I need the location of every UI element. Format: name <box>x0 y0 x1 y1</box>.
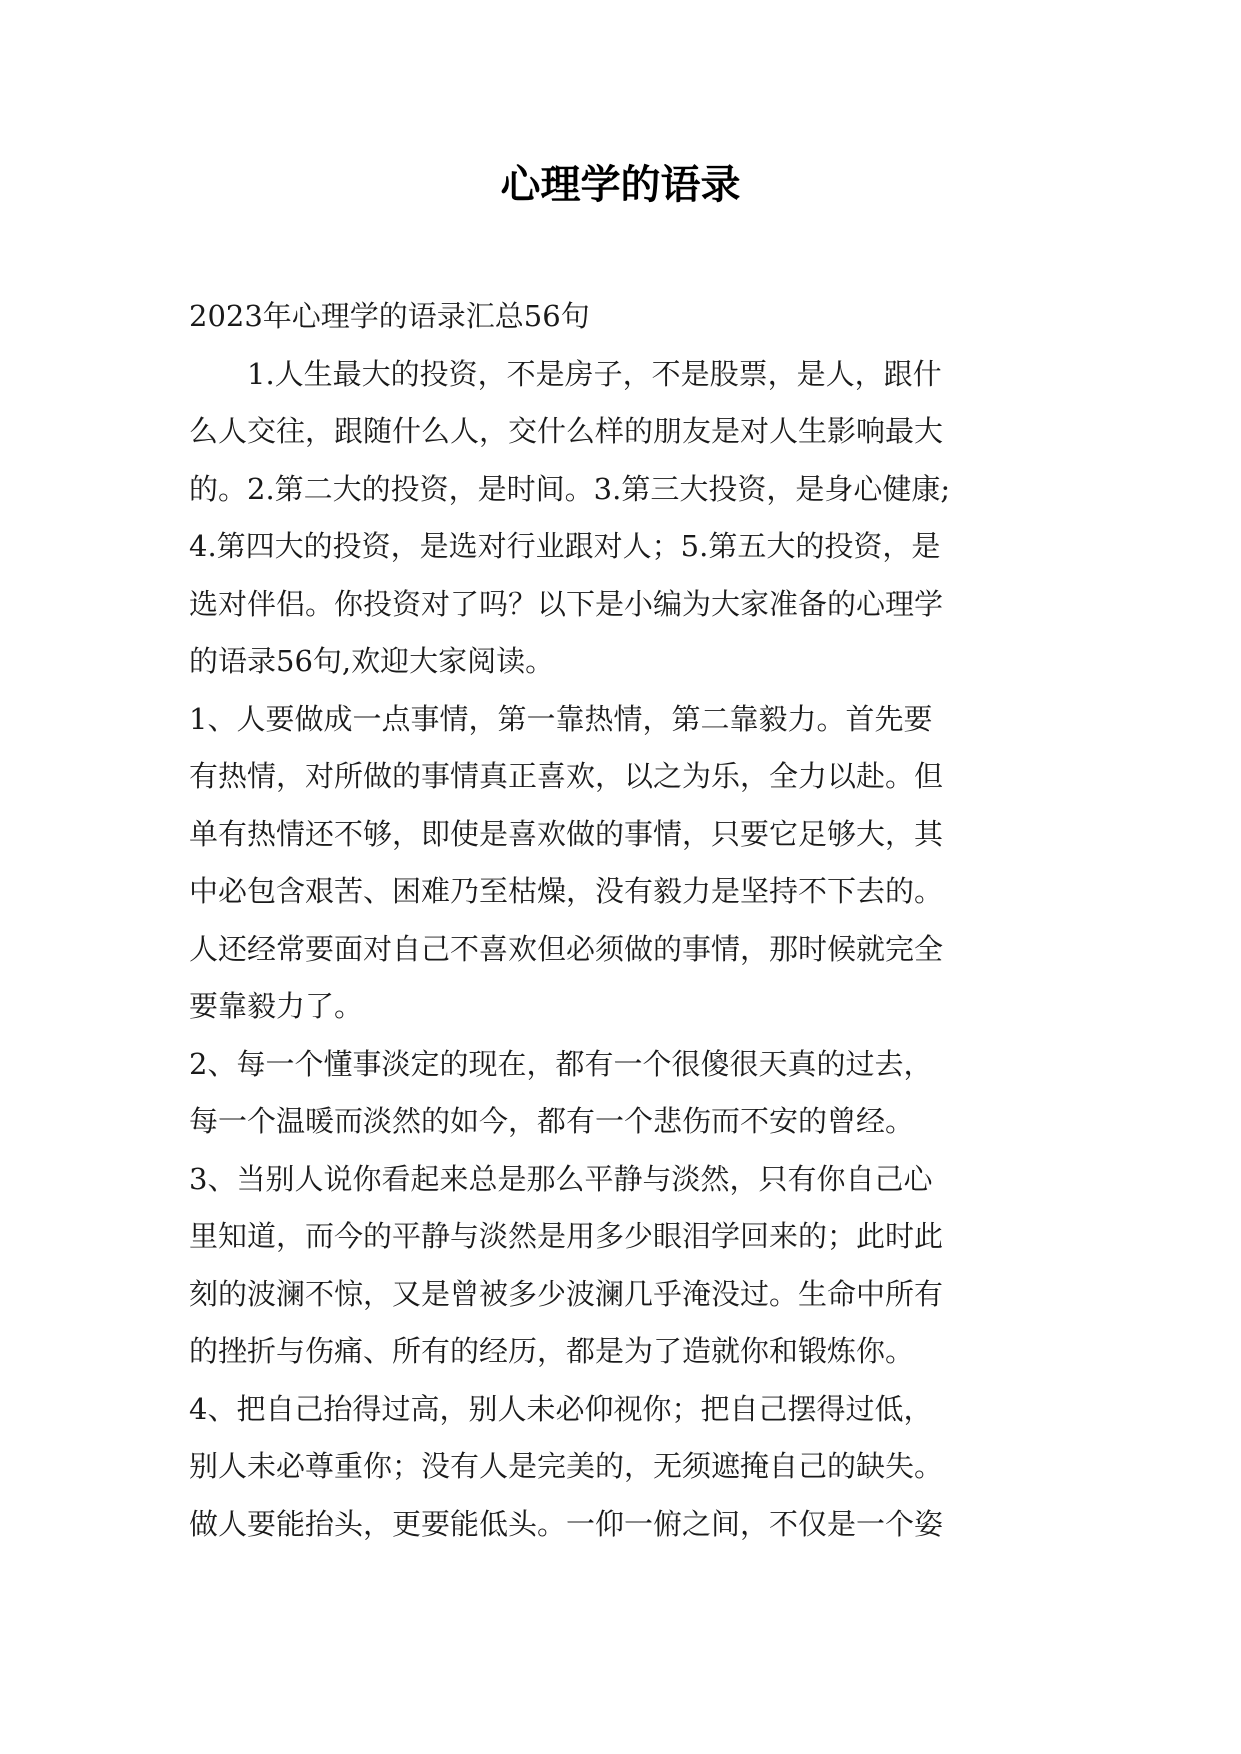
quote-line: 中必包含艰苦、困难乃至枯燥，没有毅力是坚持不下去的。 <box>189 874 944 908</box>
quote-line: 做人要能抬头，更要能低头。一仰一俯之间，不仅是一个姿 <box>189 1506 944 1541</box>
intro-paragraph <box>189 346 1061 691</box>
quote-paragraph-3 <box>189 1151 1061 1381</box>
document-body <box>189 288 1061 1553</box>
document-title: 心理学的语录 <box>500 161 741 208</box>
quote-line: 要靠毅力了。 <box>189 989 364 1023</box>
intro-line: 的语录56句,欢迎大家阅读。 <box>189 644 555 678</box>
subtitle-line: 2023年心理学的语录汇总56句 <box>189 299 590 333</box>
quote-line: 每一个温暖而淡然的如今，都有一个悲伤而不安的曾经。 <box>189 1104 915 1138</box>
quote-line: 有热情，对所做的事情真正喜欢，以之为乐，全力以赴。但 <box>189 759 944 793</box>
quote-line: 4、把自己抬得过高，别人未必仰视你；把自己摆得过低， <box>189 1391 933 1426</box>
intro-line: 1.人生最大的投资，不是房子，不是股票，是人，跟什 <box>247 356 942 391</box>
quote-line: 的挫折与伤痛、所有的经历，都是为了造就你和锻炼你。 <box>189 1334 915 1368</box>
intro-line: 4.第四大的投资，是选对行业跟对人；5.第五大的投资，是 <box>189 529 941 563</box>
quote-line: 2、每一个懂事淡定的现在，都有一个很傻很天真的过去， <box>189 1046 933 1081</box>
intro-line: 选对伴侣。你投资对了吗？以下是小编为大家准备的心理学 <box>189 586 944 621</box>
quote-line: 单有热情还不够，即使是喜欢做的事情，只要它足够大，其 <box>189 816 944 851</box>
quote-line: 人还经常要面对自己不喜欢但必须做的事情，那时候就完全 <box>189 931 944 966</box>
quote-paragraph-2 <box>189 1036 1061 1151</box>
quote-paragraph-4 <box>189 1381 1061 1554</box>
quote-line: 刻的波澜不惊，又是曾被多少波澜几乎淹没过。生命中所有 <box>189 1276 944 1311</box>
intro-line: 么人交往，跟随什么人，交什么样的朋友是对人生影响最大 <box>189 414 944 448</box>
quote-line: 1、人要做成一点事情，第一靠热情，第二靠毅力。首先要 <box>189 701 933 736</box>
quote-paragraph-1 <box>189 691 1061 1036</box>
quote-line: 里知道，而今的平静与淡然是用多少眼泪学回来的；此时此 <box>189 1219 944 1253</box>
quote-line: 别人未必尊重你；没有人是完美的，无须遮掩自己的缺失。 <box>189 1449 944 1483</box>
quote-line: 3、当别人说你看起来总是那么平静与淡然，只有你自己心 <box>189 1161 933 1196</box>
intro-line: 的。2.第二大的投资，是时间。3.第三大投资，是身心健康; <box>189 471 951 506</box>
